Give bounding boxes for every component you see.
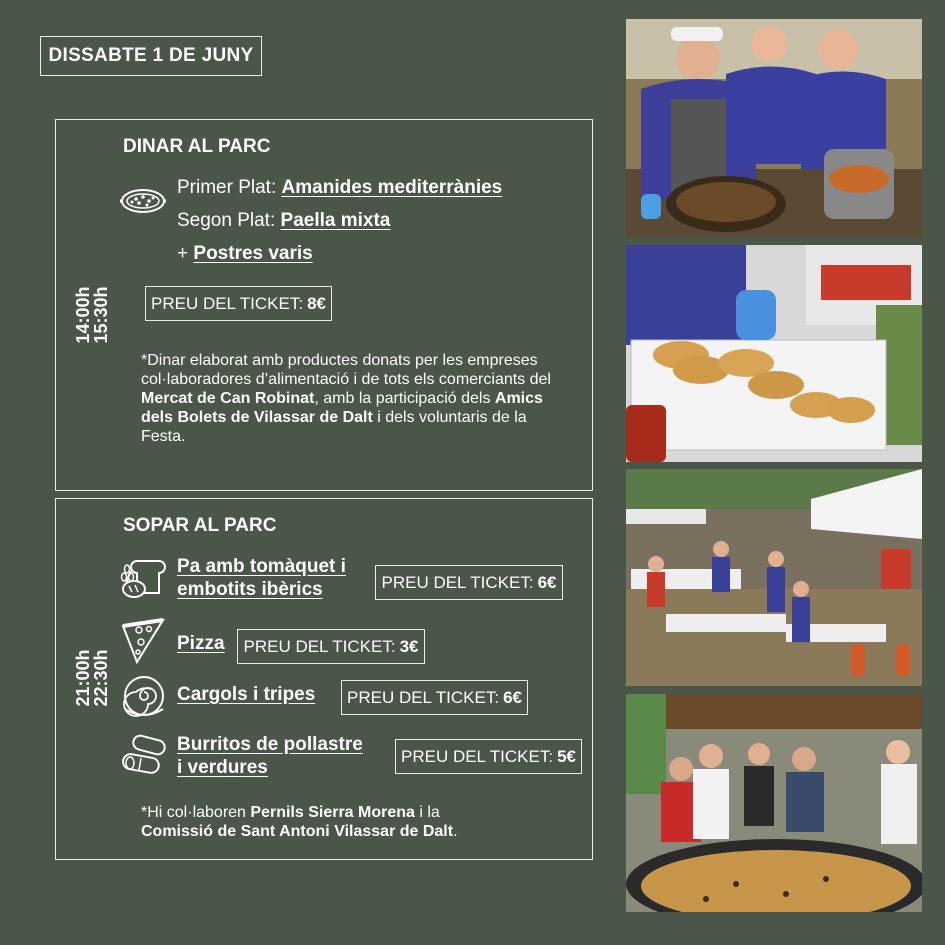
dish-snails-tripe: Cargols i tripes <box>177 684 316 705</box>
date-label: DISSABTE 1 DE JUNY <box>48 45 254 66</box>
lunch-time: 14:00h 15:30h <box>73 286 111 344</box>
dessert: + Postres varis <box>177 243 313 264</box>
lunch-panel <box>55 119 593 491</box>
photo-festival-tables <box>626 469 922 686</box>
photo-sandwich-tray <box>626 245 922 462</box>
snail-icon <box>119 675 169 719</box>
ticket-price-burritos: PREU DEL TICKET: 5€ <box>395 739 582 774</box>
second-course: Segon Plat: Paella mixta <box>177 210 391 231</box>
dish-bread-tomato: Pa amb tomàquet i embotits ibèrics <box>177 556 346 600</box>
first-course: Primer Plat: Amanides mediterrànies <box>177 177 503 198</box>
lunch-ticket-price: PREU DEL TICKET: 8€ <box>145 286 332 321</box>
dish-burritos: Burritos de pollastre i verdures <box>177 734 363 778</box>
date-badge <box>40 36 262 76</box>
dinner-panel <box>55 498 593 860</box>
dinner-note: *Hi col·laboren Pernils Sierra Morena i la Comissió de Sant Antoni Vilassar de Dalt. <box>141 804 458 840</box>
ticket-price-snails: PREU DEL TICKET: 6€ <box>341 680 528 715</box>
lunch-note: *Dinar elaborat amb productes donats per les empreses col·laboradores d’alimentació i de tots els comerciants del Mercat de Can Robinat, amb la participació dels Amics dels Bolets de Vilassar de Dalt i dels voluntaris de la Festa. <box>141 352 551 445</box>
lunch-title: DINAR AL PARC <box>123 136 271 157</box>
bread-icon <box>119 553 167 599</box>
ticket-price-bread: PREU DEL TICKET: 6€ <box>375 565 563 600</box>
ticket-price-pizza: PREU DEL TICKET: 3€ <box>237 629 425 664</box>
burrito-icon <box>119 734 169 778</box>
dinner-time: 21:00h 22:30h <box>73 649 111 707</box>
dish-pizza: Pizza <box>177 633 225 654</box>
dinner-title: SOPAR AL PARC <box>123 515 277 536</box>
photo-volunteers-cooking <box>626 19 922 237</box>
paella-icon <box>118 186 168 216</box>
photo-giant-paella <box>626 694 922 912</box>
pizza-icon <box>119 616 169 666</box>
